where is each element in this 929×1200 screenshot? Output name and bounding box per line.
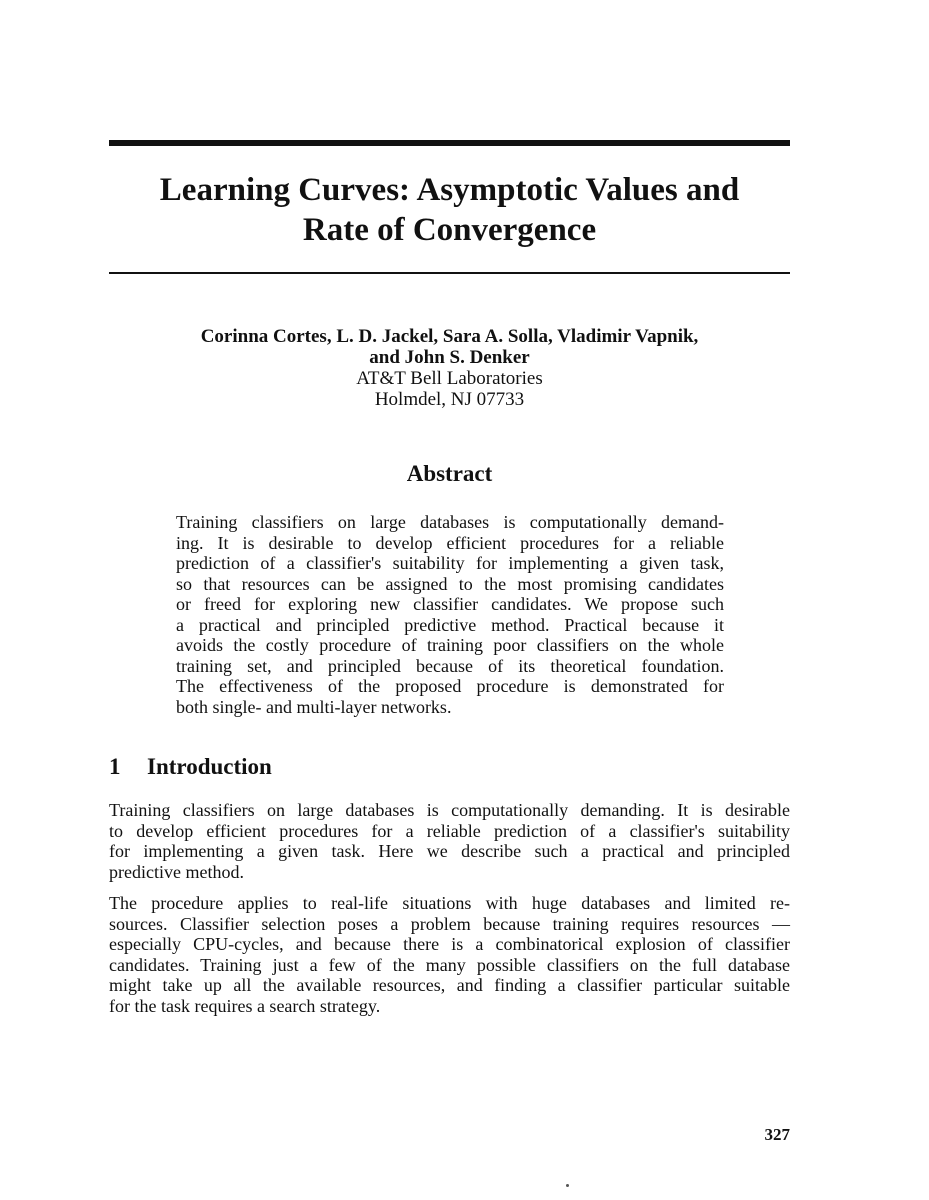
abstract-body — [176, 512, 724, 717]
page-number: 327 — [764, 1125, 790, 1144]
intro-paragraph-2 — [109, 893, 790, 1016]
section-title: Introduction — [147, 754, 272, 779]
title-bottom-rule — [109, 272, 790, 274]
intro-paragraph-1 — [109, 800, 790, 882]
author-names-line: and John S. Denker — [369, 347, 530, 368]
abstract-line: The effectiveness of the proposed procedure is demonstrated for — [176, 676, 724, 696]
affiliation-line: Holmdel, NJ 07733 — [374, 389, 525, 410]
abstract-line: training set, and principled because of its theoretical foundation. — [176, 655, 724, 676]
abstract-heading: Abstract — [406, 461, 493, 486]
paragraph-line: Training classifiers on large databases is computationally demanding. It is desirable — [109, 800, 790, 820]
abstract-line: or freed for exploring new classifier candidates. We propose such — [176, 594, 724, 614]
paragraph-line: sources. Classifier selection poses a problem because training requires resources — — [109, 913, 790, 934]
title-line: Rate of Convergence — [302, 212, 597, 248]
abstract-line: ing. It is desirable to develop efficient procedures for a reliable — [176, 532, 724, 553]
abstract-line: prediction of a classifier's suitability for implementing a given task, — [176, 553, 724, 573]
paragraph-line: predictive method. — [109, 861, 244, 882]
abstract-line: so that resources can be assigned to the most promising candidates — [176, 573, 724, 594]
author-names-line: Corinna Cortes, L. D. Jackel, Sara A. Solla, Vladimir Vapnik, — [200, 326, 699, 347]
paragraph-line: for implementing a given task. Here we describe such a practical and principled — [109, 841, 790, 861]
scan-speck — [566, 1184, 569, 1187]
section-heading-introduction — [109, 752, 272, 782]
paper-title — [109, 170, 790, 250]
paragraph-line: to develop efficient procedures for a reliable prediction of a classifier's suitability — [109, 820, 790, 841]
abstract-line: a practical and principled predictive method. Practical because it — [176, 614, 724, 635]
title-top-rule — [109, 140, 790, 146]
paragraph-line: The procedure applies to real-life situations with huge databases and limited re- — [109, 893, 790, 913]
affiliation-line: AT&T Bell Laboratories — [356, 368, 543, 389]
abstract-line: avoids the costly procedure of training poor classifiers on the whole — [176, 635, 724, 655]
abstract-line: Training classifiers on large databases is computationally demand- — [176, 512, 724, 532]
title-line: Learning Curves: Asymptotic Values and — [159, 172, 740, 208]
paragraph-line: for the task requires a search strategy. — [109, 995, 381, 1016]
author-block — [109, 326, 790, 410]
abstract-line: both single- and multi-layer networks. — [176, 696, 452, 717]
paragraph-line: might take up all the available resources, and finding a classifier particular suitable — [109, 975, 790, 995]
section-number: 1 — [109, 754, 121, 779]
paragraph-line: especially CPU-cycles, and because there is a combinatorical explosion of classifier — [109, 934, 790, 954]
paragraph-line: candidates. Training just a few of the many possible classifiers on the full database — [109, 954, 790, 975]
